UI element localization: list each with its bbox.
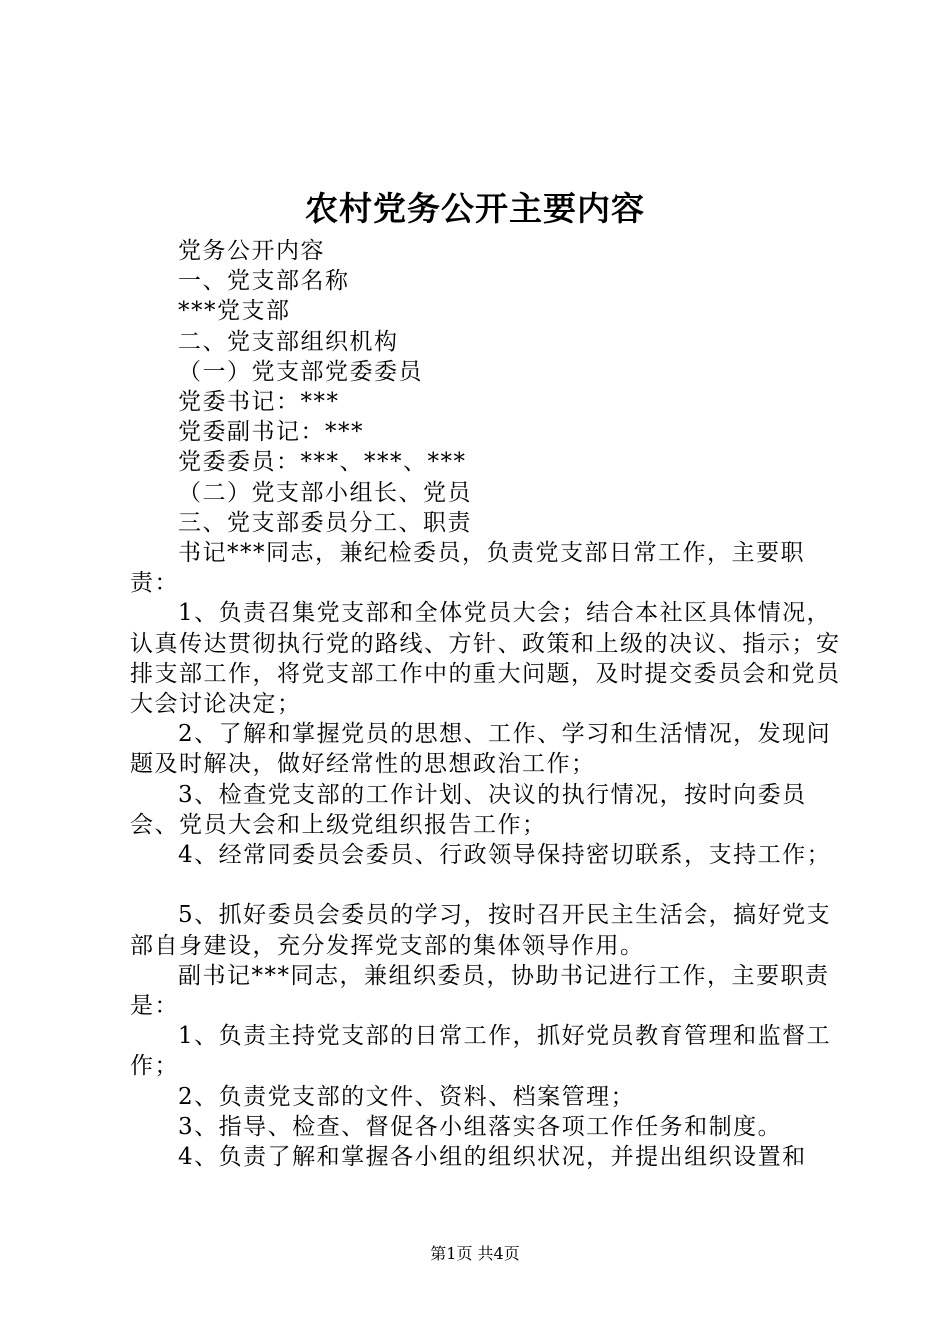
paragraph: 一、党支部名称 [178,268,350,295]
blank-line [130,870,842,900]
paragraph: （一）党支部党委委员 [178,358,423,385]
paragraph: 三、党支部委员分工、职责 [178,509,472,536]
paragraph: ***党支部 [178,298,291,325]
paragraph: 1、负责主持党支部的日常工作，抓好党员教育管理和监督工作； [130,1023,832,1080]
paragraph: （二）党支部小组长、党员 [178,479,472,506]
paragraph: 3、检查党支部的工作计划、决议的执行情况，按时向委员会、党员大会和上级党组织报告工作； [130,781,807,838]
document-title: 农村党务公开主要内容 [305,189,645,228]
paragraph: 4、负责了解和掌握各小组的组织状况，并提出组织设置和 [178,1144,807,1171]
paragraph: 党委书记：*** [178,389,340,416]
paragraph: 3、指导、检查、督促各小组落实各项工作任务和制度。 [178,1113,783,1140]
paragraph: 5、抓好委员会委员的学习，按时召开民主生活会，搞好党支部自身建设，充分发挥党支部的集体领导作用。 [130,902,832,959]
paragraph: 2、了解和掌握党员的思想、工作、学习和生活情况，发现问题及时解决，做好经常性的思想政治工作； [130,721,832,778]
paragraph: 党委委员：***、***、*** [178,449,467,476]
paragraph: 党委副书记：*** [178,419,364,446]
paragraph: 副书记***同志，兼组织委员，协助书记进行工作，主要职责是： [130,962,830,1020]
document-body [130,236,842,1172]
page-footer: 第1页 共4页 [430,1244,520,1263]
paragraph: 1、负责召集党支部和全体党员大会；结合本社区具体情况，认真传达贯彻执行党的路线、方针、政策和上级的决议、指示；安排支部工作，将党支部工作中的重大问题，及时提交委员会和党员大会讨论决定； [130,600,841,718]
paragraph: 书记***同志，兼纪检委员，负责党支部日常工作，主要职责： [130,540,805,597]
paragraph: 二、党支部组织机构 [178,328,399,355]
paragraph: 2、负责党支部的文件、资料、档案管理； [178,1083,636,1110]
paragraph: 党务公开内容 [178,238,325,264]
paragraph: 4、经常同委员会委员、行政领导保持密切联系，支持工作； [178,842,832,869]
